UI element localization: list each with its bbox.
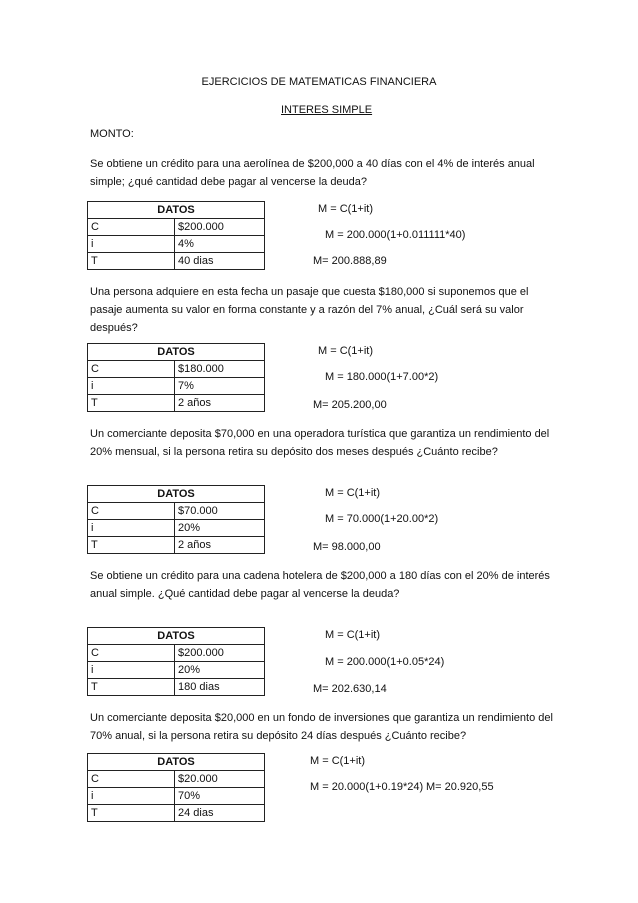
table-row: C $180.000 [88, 361, 265, 378]
exercise-1-data-table [87, 201, 265, 270]
exercise-5-substitution: M = 20.000(1+0.19*24) [310, 781, 424, 793]
table-row: C $20.000 [88, 771, 265, 788]
table-header: DATOS [88, 344, 265, 361]
exercise-5-problem: Un comerciante deposita $20,000 en un fondo de inversiones que garantiza un rendimiento del 70% anual, si la persona retira su depósito 24 días después ¿Cuánto recibe? [90, 712, 553, 742]
table-row: T 24 dias [88, 805, 265, 822]
table-row: T 40 dias [88, 253, 265, 270]
exercise-5-data-table [87, 753, 265, 822]
exercise-4-result: M= 202.630,14 [313, 683, 387, 695]
document-title: EJERCICIOS DE MATEMATICAS FINANCIERA [201, 76, 437, 88]
table-header: DATOS [88, 628, 265, 645]
table-row: T 2 años [88, 395, 265, 412]
exercise-1-substitution: M = 200.000(1+0.011111*40) [325, 229, 466, 241]
table-row: C $200.000 [88, 219, 265, 236]
exercise-4-formula: M = C(1+it) [325, 629, 381, 641]
exercise-1-formula: M = C(1+it) [318, 203, 374, 215]
table-row: C $200.000 [88, 645, 265, 662]
table-row: i 4% [88, 236, 265, 253]
table-row: i 20% [88, 662, 265, 679]
table-row: T 180 dias [88, 679, 265, 696]
exercise-3-data-table [87, 485, 265, 554]
exercise-5-formula: M = C(1+it) [310, 755, 366, 767]
exercise-2-data-table [87, 343, 265, 412]
table-header: DATOS [88, 754, 265, 771]
table-row: T 2 años [88, 537, 265, 554]
table-row: i 70% [88, 788, 265, 805]
exercise-3-substitution: M = 70.000(1+20.00*2) [325, 513, 439, 525]
table-row: i 20% [88, 520, 265, 537]
exercise-2-problem: Una persona adquiere en esta fecha un pasaje que cuesta $180,000 si suponemos que el pasaje aumenta su valor en forma constante y a razón del 7% anual, ¿Cuál será su valor después? [90, 286, 529, 334]
table-row: i 7% [88, 378, 265, 395]
exercise-4-problem: Se obtiene un crédito para una cadena hotelera de $200,000 a 180 días con el 20% de interés anual simple. ¿Qué cantidad debe pagar al vencerse la deuda? [90, 570, 550, 600]
exercise-3-problem: Un comerciante deposita $70,000 en una operadora turística que garantiza un rendimiento del 20% mensual, si la persona retira su depósito dos meses después ¿Cuánto recibe? [90, 428, 550, 458]
exercise-2-result: M= 205.200,00 [313, 399, 387, 411]
exercise-5-result: M= 20.920,55 [426, 781, 494, 793]
table-header: DATOS [88, 486, 265, 503]
table-row: C $70.000 [88, 503, 265, 520]
table-header: DATOS [88, 202, 265, 219]
exercise-4-substitution: M = 200.000(1+0.05*24) [325, 656, 445, 668]
exercise-2-substitution: M = 180.000(1+7.00*2) [325, 371, 439, 383]
section-label: MONTO: [90, 128, 134, 140]
exercise-3-formula: M = C(1+it) [325, 487, 381, 499]
exercise-1-result: M= 200.888,89 [313, 255, 387, 267]
exercise-1-problem: Se obtiene un crédito para una aerolínea de $200,000 a 40 días con el 4% de interés anual simple; ¿qué cantidad debe pagar al vencerse la deuda? [90, 158, 535, 188]
exercise-2-formula: M = C(1+it) [318, 345, 374, 357]
exercise-4-data-table [87, 627, 265, 696]
document-subtitle: INTERES SIMPLE [281, 104, 373, 116]
exercise-3-result: M= 98.000,00 [313, 541, 381, 553]
